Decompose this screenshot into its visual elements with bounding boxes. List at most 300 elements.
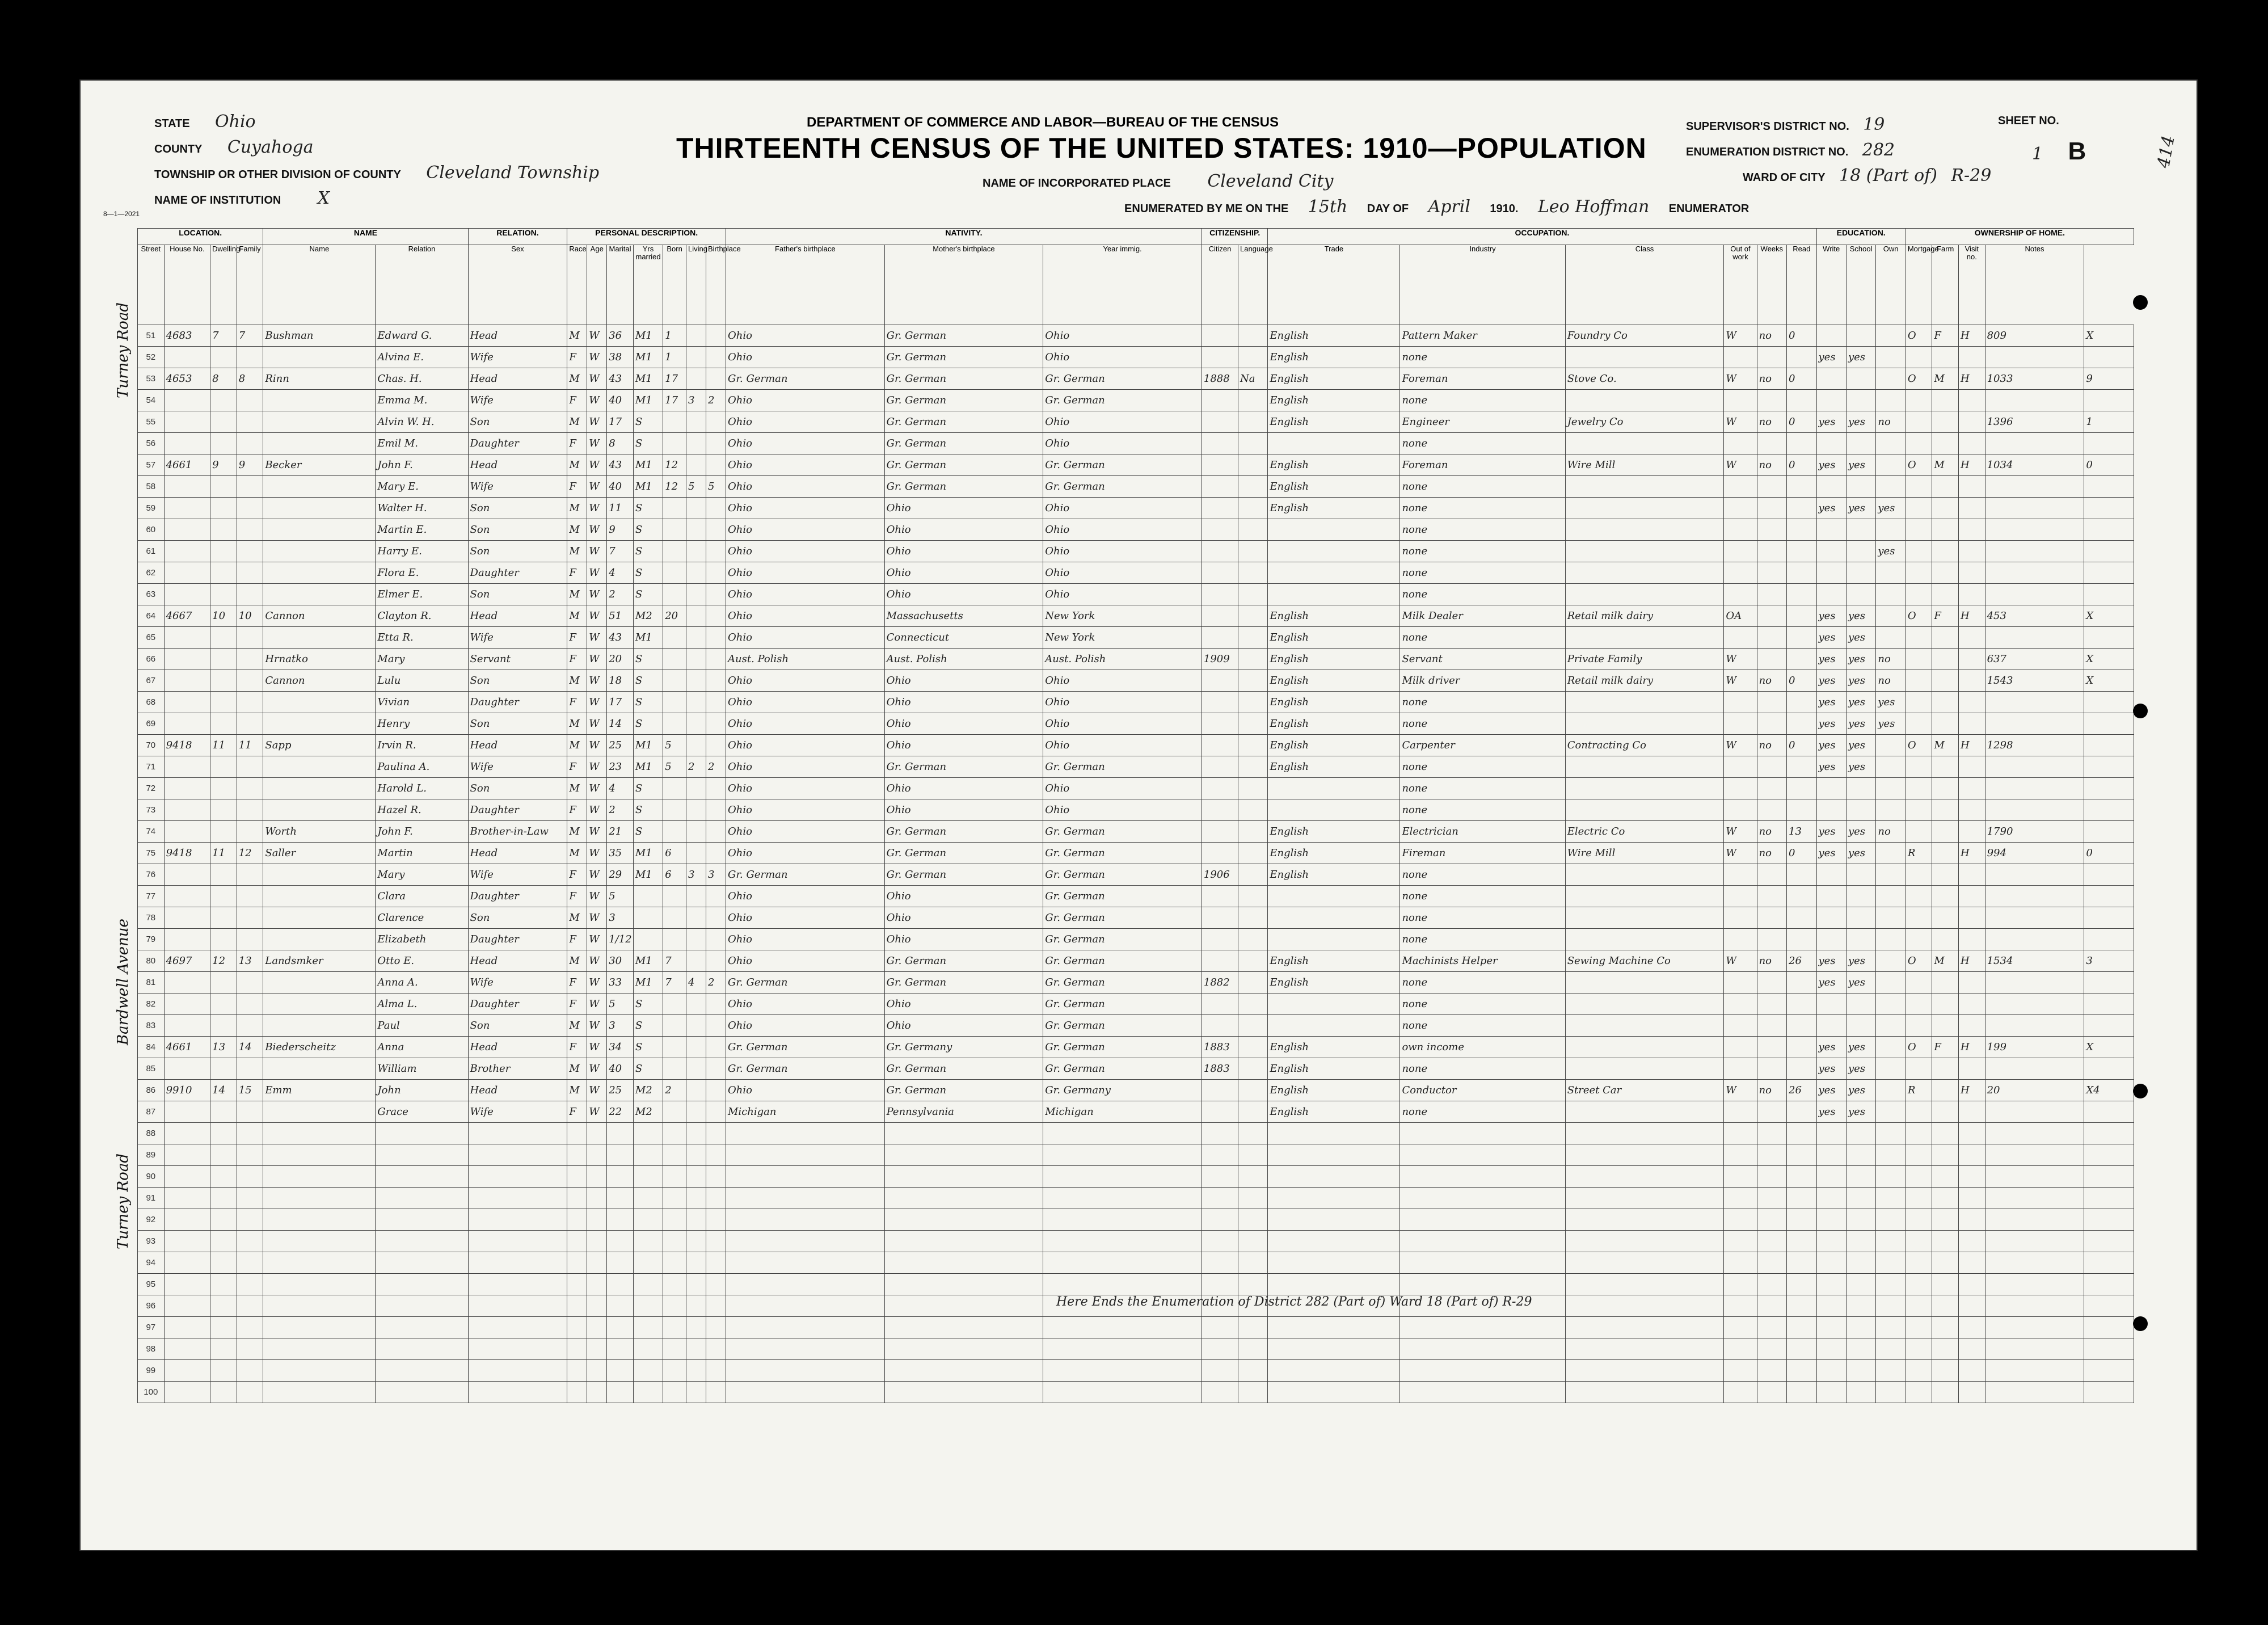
- cell-out: no: [1757, 454, 1786, 476]
- cell-imm: [1202, 799, 1238, 821]
- cell-surname: Emm: [263, 1080, 376, 1101]
- cell-wks: [1787, 799, 1817, 821]
- cell-yrs: 12: [663, 454, 686, 476]
- table-row: [138, 692, 2134, 713]
- table-row: [138, 1058, 2134, 1080]
- cell-given: Paulina A.: [376, 756, 468, 778]
- empty-cell: [686, 1166, 706, 1188]
- line-number: 53: [138, 368, 165, 390]
- cell-own: [1906, 649, 1932, 670]
- cell-imm: 1888: [1202, 368, 1238, 390]
- empty-cell: [726, 1382, 885, 1403]
- cell-cit: [1238, 843, 1267, 864]
- empty-cell: [237, 1338, 263, 1360]
- cell-fam: [237, 1015, 263, 1037]
- cell-trade: none: [1400, 1058, 1565, 1080]
- empty-cell: [1932, 1231, 1959, 1252]
- empty-cell: [2084, 1338, 2134, 1360]
- cell-surname: Worth: [263, 821, 376, 843]
- cell-mbp: Ohio: [1043, 498, 1202, 519]
- cell-born: 3: [686, 390, 706, 411]
- cell-notes: [2084, 735, 2134, 756]
- cell-given: Grace: [376, 1101, 468, 1123]
- supervisor-field: [1686, 115, 1885, 134]
- empty-cell: [1043, 1274, 1202, 1295]
- table-row: [138, 325, 2134, 347]
- cell-lang: English: [1268, 347, 1400, 368]
- cell-fam: [237, 907, 263, 929]
- cell-own: [1906, 347, 1932, 368]
- empty-cell: [376, 1360, 468, 1382]
- cell-fam: [237, 799, 263, 821]
- cell-sex: M: [567, 519, 587, 541]
- binder-hole: [2133, 295, 2148, 310]
- cell-surname: Rinn: [263, 368, 376, 390]
- cell-notes: [2084, 713, 2134, 735]
- cell-visit: [1985, 627, 2084, 649]
- empty-cell: [164, 1295, 210, 1317]
- cell-farm: H: [1959, 368, 1985, 390]
- cell-fbp: Gr. German: [884, 347, 1043, 368]
- empty-cell: [1565, 1209, 1724, 1231]
- table-row: [138, 411, 2134, 433]
- cell-lang: English: [1268, 713, 1400, 735]
- cell-cls: W: [1724, 843, 1757, 864]
- cell-fbp: Gr. German: [884, 454, 1043, 476]
- cell-given: Alma L.: [376, 993, 468, 1015]
- cell-own: [1906, 864, 1932, 886]
- cell-house: 9910: [164, 1080, 210, 1101]
- cell-yrs: 7: [663, 950, 686, 972]
- empty-cell: [1724, 1274, 1757, 1295]
- empty-cell: [1043, 1144, 1202, 1166]
- cell-imm: [1202, 498, 1238, 519]
- cell-own: [1906, 476, 1932, 498]
- cell-cls: [1724, 778, 1757, 799]
- empty-cell: [1757, 1166, 1786, 1188]
- cell-lang: English: [1268, 1101, 1400, 1123]
- empty-cell: [884, 1188, 1043, 1209]
- cell-rel: Daughter: [468, 433, 567, 454]
- column-header: Father's birthplace: [726, 245, 885, 325]
- cell-ind: [1565, 713, 1724, 735]
- empty-cell: [884, 1252, 1043, 1274]
- cell-house: [164, 864, 210, 886]
- ed-field: [1686, 140, 1895, 160]
- line-number: 56: [138, 433, 165, 454]
- census-table: [137, 228, 2134, 1403]
- line-number: 87: [138, 1101, 165, 1123]
- empty-cell: [1846, 1166, 1875, 1188]
- cell-visit: [1985, 907, 2084, 929]
- cell-rel: Daughter: [468, 562, 567, 584]
- cell-visit: 1790: [1985, 821, 2084, 843]
- empty-cell: [1876, 1252, 1906, 1274]
- cell-farm: H: [1959, 735, 1985, 756]
- cell-out: [1757, 886, 1786, 907]
- empty-cell: [1238, 1252, 1267, 1274]
- cell-race: W: [587, 347, 607, 368]
- cell-bp: Michigan: [726, 1101, 885, 1123]
- cell-cit: [1238, 1080, 1267, 1101]
- cell-lang: English: [1268, 454, 1400, 476]
- cell-ind: [1565, 1058, 1724, 1080]
- cell-mar: S: [633, 713, 663, 735]
- cell-sex: M: [567, 950, 587, 972]
- cell-house: [164, 433, 210, 454]
- cell-cls: W: [1724, 325, 1757, 347]
- cell-surname: [263, 562, 376, 584]
- cell-lang: [1268, 778, 1400, 799]
- ward-value: 18 (Part of): [1839, 166, 1937, 186]
- cell-lang: English: [1268, 670, 1400, 692]
- cell-sex: F: [567, 433, 587, 454]
- cell-notes: [2084, 390, 2134, 411]
- cell-given: Elizabeth: [376, 929, 468, 950]
- cell-trade: Servant: [1400, 649, 1565, 670]
- empty-cell: [164, 1231, 210, 1252]
- cell-given: Otto E.: [376, 950, 468, 972]
- cell-trade: Foreman: [1400, 368, 1565, 390]
- line-number: 77: [138, 886, 165, 907]
- cell-surname: [263, 778, 376, 799]
- cell-rel: Head: [468, 454, 567, 476]
- table-row: [138, 778, 2134, 799]
- cell-notes: [2084, 929, 2134, 950]
- empty-cell: [706, 1144, 726, 1166]
- cell-mort: F: [1932, 1037, 1959, 1058]
- incorporated-field: [983, 171, 1333, 191]
- empty-cell: [1238, 1338, 1267, 1360]
- cell-surname: Cannon: [263, 605, 376, 627]
- empty-cell: [1787, 1274, 1817, 1295]
- cell-out: [1757, 627, 1786, 649]
- cell-cls: [1724, 584, 1757, 605]
- cell-write: yes: [1846, 411, 1875, 433]
- cell-visit: [1985, 993, 2084, 1015]
- cell-cls: [1724, 1058, 1757, 1080]
- table-row: [138, 1231, 2134, 1252]
- cell-fbp: Ohio: [884, 670, 1043, 692]
- cell-cit: [1238, 713, 1267, 735]
- cell-notes: [2084, 993, 2134, 1015]
- cell-fbp: Ohio: [884, 778, 1043, 799]
- cell-sex: F: [567, 886, 587, 907]
- cell-visit: 1298: [1985, 735, 2084, 756]
- empty-cell: [1816, 1295, 1846, 1317]
- cell-read: yes: [1816, 670, 1846, 692]
- empty-cell: [607, 1252, 634, 1274]
- cell-born: [686, 541, 706, 562]
- cell-sex: F: [567, 390, 587, 411]
- cell-farm: [1959, 498, 1985, 519]
- empty-cell: [1400, 1166, 1565, 1188]
- cell-surname: [263, 799, 376, 821]
- cell-fam: [237, 993, 263, 1015]
- cell-bp: Ohio: [726, 929, 885, 950]
- cell-imm: [1202, 670, 1238, 692]
- cell-imm: 1882: [1202, 972, 1238, 993]
- cell-age: 2: [607, 584, 634, 605]
- empty-cell: [263, 1382, 376, 1403]
- cell-farm: [1959, 929, 1985, 950]
- cell-trade: none: [1400, 433, 1565, 454]
- table-row: [138, 735, 2134, 756]
- cell-cls: [1724, 1015, 1757, 1037]
- empty-cell: [1268, 1144, 1400, 1166]
- empty-cell: [1932, 1338, 1959, 1360]
- empty-cell: [1268, 1338, 1400, 1360]
- cell-house: [164, 886, 210, 907]
- state-value: Ohio: [215, 112, 256, 132]
- empty-cell: [164, 1338, 210, 1360]
- empty-cell: [706, 1295, 726, 1317]
- cell-sex: F: [567, 649, 587, 670]
- cell-sex: M: [567, 368, 587, 390]
- cell-notes: [2084, 692, 2134, 713]
- cell-ind: [1565, 1101, 1724, 1123]
- cell-living: [706, 347, 726, 368]
- cell-cit: [1238, 584, 1267, 605]
- cell-visit: [1985, 433, 2084, 454]
- cell-surname: [263, 692, 376, 713]
- cell-trade: none: [1400, 886, 1565, 907]
- cell-school: [1876, 735, 1906, 756]
- cell-imm: 1909: [1202, 649, 1238, 670]
- cell-fbp: Ohio: [884, 541, 1043, 562]
- cell-notes: [2084, 433, 2134, 454]
- cell-sex: M: [567, 1015, 587, 1037]
- cell-own: [1906, 541, 1932, 562]
- cell-born: [686, 627, 706, 649]
- cell-out: [1757, 562, 1786, 584]
- empty-cell: [706, 1188, 726, 1209]
- cell-born: [686, 411, 706, 433]
- cell-rel: Servant: [468, 649, 567, 670]
- empty-cell: [663, 1295, 686, 1317]
- institution-field: [154, 188, 330, 208]
- cell-sex: M: [567, 843, 587, 864]
- table-row: [138, 843, 2134, 864]
- cell-yrs: 6: [663, 843, 686, 864]
- cell-school: [1876, 756, 1906, 778]
- table-row: [138, 907, 2134, 929]
- empty-cell: [1268, 1231, 1400, 1252]
- township-field: [154, 163, 599, 183]
- table-row: [138, 1252, 2134, 1274]
- empty-cell: [567, 1209, 587, 1231]
- cell-out: [1757, 498, 1786, 519]
- cell-born: [686, 799, 706, 821]
- cell-read: yes: [1816, 498, 1846, 519]
- cell-out: [1757, 692, 1786, 713]
- cell-rel: Son: [468, 519, 567, 541]
- cell-fam: [237, 670, 263, 692]
- empty-cell: [164, 1382, 210, 1403]
- empty-cell: [1202, 1338, 1238, 1360]
- empty-cell: [1565, 1144, 1724, 1166]
- empty-cell: [1238, 1209, 1267, 1231]
- empty-cell: [1932, 1274, 1959, 1295]
- cell-born: 2: [686, 756, 706, 778]
- cell-read: yes: [1816, 713, 1846, 735]
- cell-fbp: Ohio: [884, 692, 1043, 713]
- cell-imm: [1202, 1101, 1238, 1123]
- cell-write: [1846, 929, 1875, 950]
- cell-age: 40: [607, 1058, 634, 1080]
- cell-house: [164, 584, 210, 605]
- line-number: 71: [138, 756, 165, 778]
- end-of-district-note: Here Ends the Enumeration of District 282 (Part of) Ward 18 (Part of) R-29: [1056, 1295, 1532, 1309]
- cell-mar: S: [633, 562, 663, 584]
- cell-fam: 7: [237, 325, 263, 347]
- cell-cls: [1724, 562, 1757, 584]
- cell-school: [1876, 799, 1906, 821]
- cell-out: [1757, 1101, 1786, 1123]
- cell-race: W: [587, 1080, 607, 1101]
- cell-living: [706, 433, 726, 454]
- empty-cell: [686, 1317, 706, 1338]
- cell-mbp: New York: [1043, 605, 1202, 627]
- cell-own: R: [1906, 1080, 1932, 1101]
- empty-cell: [663, 1252, 686, 1274]
- cell-notes: 9: [2084, 368, 2134, 390]
- cell-wks: [1787, 1037, 1817, 1058]
- cell-born: [686, 562, 706, 584]
- cell-living: [706, 843, 726, 864]
- cell-mar: M1: [633, 627, 663, 649]
- empty-cell: [1724, 1166, 1757, 1188]
- cell-house: [164, 778, 210, 799]
- empty-cell: [1400, 1274, 1565, 1295]
- cell-own: [1906, 1101, 1932, 1123]
- cell-living: [706, 713, 726, 735]
- line-number: 58: [138, 476, 165, 498]
- empty-cell: [567, 1295, 587, 1317]
- cell-out: no: [1757, 735, 1786, 756]
- cell-yrs: [663, 562, 686, 584]
- empty-cell: [633, 1209, 663, 1231]
- cell-notes: X: [2084, 670, 2134, 692]
- empty-cell: [1846, 1209, 1875, 1231]
- empty-cell: [210, 1188, 237, 1209]
- cell-rel: Head: [468, 1080, 567, 1101]
- cell-cit: [1238, 1015, 1267, 1037]
- cell-dw: [210, 562, 237, 584]
- empty-cell: [726, 1231, 885, 1252]
- empty-cell: [1959, 1252, 1985, 1274]
- cell-school: [1876, 368, 1906, 390]
- column-header: Visit no.: [1959, 245, 1985, 325]
- cell-surname: Saller: [263, 843, 376, 864]
- cell-race: W: [587, 433, 607, 454]
- column-header: Read: [1787, 245, 1817, 325]
- cell-house: 4697: [164, 950, 210, 972]
- cell-cls: W: [1724, 368, 1757, 390]
- empty-cell: [210, 1144, 237, 1166]
- line-number: 84: [138, 1037, 165, 1058]
- empty-cell: [1043, 1123, 1202, 1144]
- column-header: Race: [567, 245, 587, 325]
- empty-cell: [1906, 1382, 1932, 1403]
- cell-sex: M: [567, 735, 587, 756]
- cell-out: no: [1757, 821, 1786, 843]
- empty-cell: [1959, 1382, 1985, 1403]
- cell-dw: [210, 584, 237, 605]
- cell-imm: [1202, 605, 1238, 627]
- cell-cls: [1724, 756, 1757, 778]
- empty-cell: [1816, 1123, 1846, 1144]
- empty-cell: [1565, 1166, 1724, 1188]
- cell-out: [1757, 519, 1786, 541]
- cell-cls: W: [1724, 1080, 1757, 1101]
- cell-race: W: [587, 756, 607, 778]
- institution-value: X: [317, 188, 330, 208]
- empty-cell: [633, 1188, 663, 1209]
- cell-mar: S: [633, 649, 663, 670]
- cell-trade: own income: [1400, 1037, 1565, 1058]
- cell-write: yes: [1846, 756, 1875, 778]
- cell-living: [706, 498, 726, 519]
- empty-cell: [1876, 1188, 1906, 1209]
- empty-cell: [1238, 1123, 1267, 1144]
- empty-cell: [1757, 1338, 1786, 1360]
- cell-read: [1816, 519, 1846, 541]
- cell-trade: none: [1400, 799, 1565, 821]
- empty-cell: [237, 1188, 263, 1209]
- cell-race: W: [587, 649, 607, 670]
- empty-cell: [1959, 1144, 1985, 1166]
- empty-cell: [567, 1123, 587, 1144]
- cell-sex: M: [567, 821, 587, 843]
- empty-cell: [587, 1166, 607, 1188]
- cell-cls: W: [1724, 950, 1757, 972]
- supervisor-value: 19: [1863, 115, 1885, 134]
- cell-own: [1906, 584, 1932, 605]
- cell-age: 4: [607, 778, 634, 799]
- table-row: [138, 390, 2134, 411]
- empty-cell: [2084, 1295, 2134, 1317]
- cell-age: 3: [607, 907, 634, 929]
- cell-born: [686, 649, 706, 670]
- cell-notes: [2084, 821, 2134, 843]
- cell-yrs: [663, 778, 686, 799]
- empty-cell: [567, 1338, 587, 1360]
- empty-cell: [1757, 1317, 1786, 1338]
- cell-school: no: [1876, 411, 1906, 433]
- cell-surname: Biederscheitz: [263, 1037, 376, 1058]
- cell-born: [686, 605, 706, 627]
- column-header: Age: [587, 245, 607, 325]
- sheet-value: 1: [2032, 144, 2043, 164]
- cell-surname: [263, 627, 376, 649]
- street-name-turney-2: Turney Road: [115, 1154, 132, 1249]
- cell-imm: [1202, 993, 1238, 1015]
- cell-notes: [2084, 562, 2134, 584]
- cell-dw: [210, 799, 237, 821]
- cell-surname: [263, 1101, 376, 1123]
- cell-rel: Son: [468, 541, 567, 562]
- cell-cls: [1724, 692, 1757, 713]
- county-value: Cuyahoga: [227, 137, 314, 157]
- cell-yrs: 2: [663, 1080, 686, 1101]
- cell-farm: [1959, 649, 1985, 670]
- cell-school: [1876, 325, 1906, 347]
- cell-mbp: Ohio: [1043, 541, 1202, 562]
- cell-read: [1816, 1015, 1846, 1037]
- cell-own: [1906, 821, 1932, 843]
- empty-cell: [1985, 1382, 2084, 1403]
